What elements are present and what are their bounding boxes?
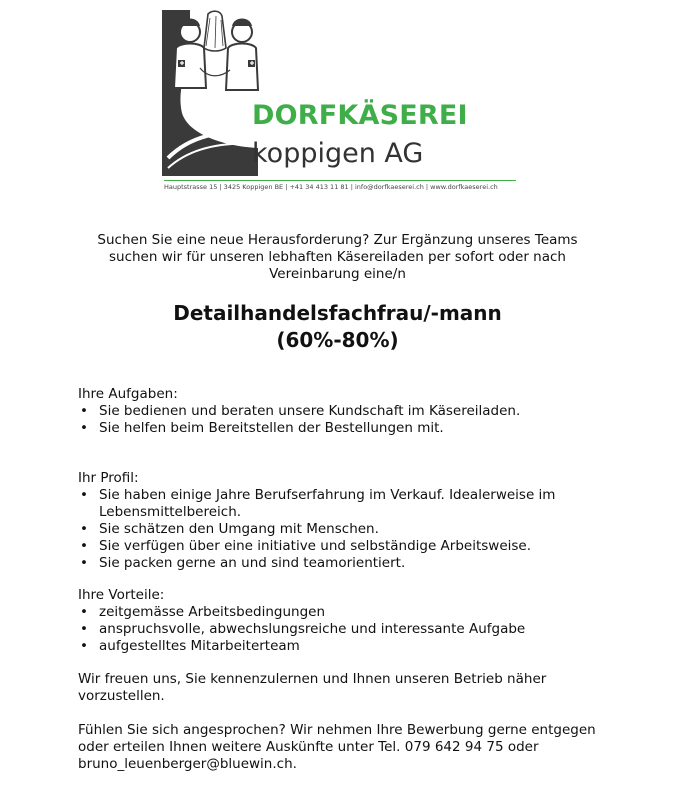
- list-item: • zeitgemässe Arbeitsbedingungen: [78, 604, 638, 621]
- list-item: • anspruchsvolle, abwechslungsreiche und interessante Aufgabe: [78, 621, 638, 638]
- list-item: • Sie packen gerne an und sind teamorientiert.: [78, 555, 638, 572]
- closing-paragraph: Wir freuen uns, Sie kennenzulernen und Ihnen unseren Betrieb näher vorzustellen.: [78, 671, 547, 704]
- section-profil: [78, 470, 638, 572]
- company-logo: [160, 8, 520, 198]
- section-vorteile: [78, 587, 638, 655]
- contact-line: Hauptstrasse 15 | 3425 Koppigen BE | +41 34 413 11 81 | info@dorfkaeserei.ch | www.dorfkaeserei.ch: [164, 183, 498, 191]
- section-heading: Ihr Profil:: [78, 470, 139, 486]
- job-title: [60, 300, 615, 354]
- section-heading: Ihre Aufgaben:: [78, 386, 178, 402]
- bullet-list: [78, 403, 638, 437]
- section-aufgaben: [78, 386, 638, 437]
- bullet-list: [78, 487, 638, 572]
- job-title-name: Detailhandelsfachfrau/-mann: [173, 301, 502, 325]
- list-item: • Sie haben einige Jahre Berufserfahrung im Verkauf. Idealerweise im Lebensmittelbereich.: [78, 487, 579, 521]
- list-item: • Sie bedienen und beraten unsere Kundschaft im Käsereiladen.: [78, 403, 638, 420]
- bullet-list: [78, 604, 638, 655]
- section-heading: Ihre Vorteile:: [78, 587, 165, 603]
- list-item: • Sie helfen beim Bereitstellen der Bestellungen mit.: [78, 420, 638, 437]
- list-item: • aufgestelltes Mitarbeiterteam: [78, 638, 638, 655]
- list-item: • Sie schätzen den Umgang mit Menschen.: [78, 521, 638, 538]
- job-title-percent: (60%-80%): [276, 328, 399, 352]
- contact-paragraph: Fühlen Sie sich angesprochen? Wir nehmen Ihre Bewerbung gerne entgegen oder erteilen Ihnen weitere Auskünfte unter Tel. 079 642 94 75 oder bruno_leuenberger@bluewin.ch.: [78, 722, 596, 772]
- list-item: • Sie verfügen über eine initiative und selbständige Arbeitsweise.: [78, 538, 638, 555]
- brand-subtitle: koppigen AG: [252, 138, 424, 169]
- brand-name: DORFKÄSEREI: [252, 100, 468, 131]
- intro-text: Suchen Sie eine neue Herausforderung? Zur Ergänzung unseres Teams suchen wir für unseren lebhaften Käsereiladen per sofort oder nach Vereinbarung eine/n: [97, 232, 578, 282]
- cheesemakers-illustration-icon: [160, 8, 260, 178]
- logo-divider: [164, 180, 516, 181]
